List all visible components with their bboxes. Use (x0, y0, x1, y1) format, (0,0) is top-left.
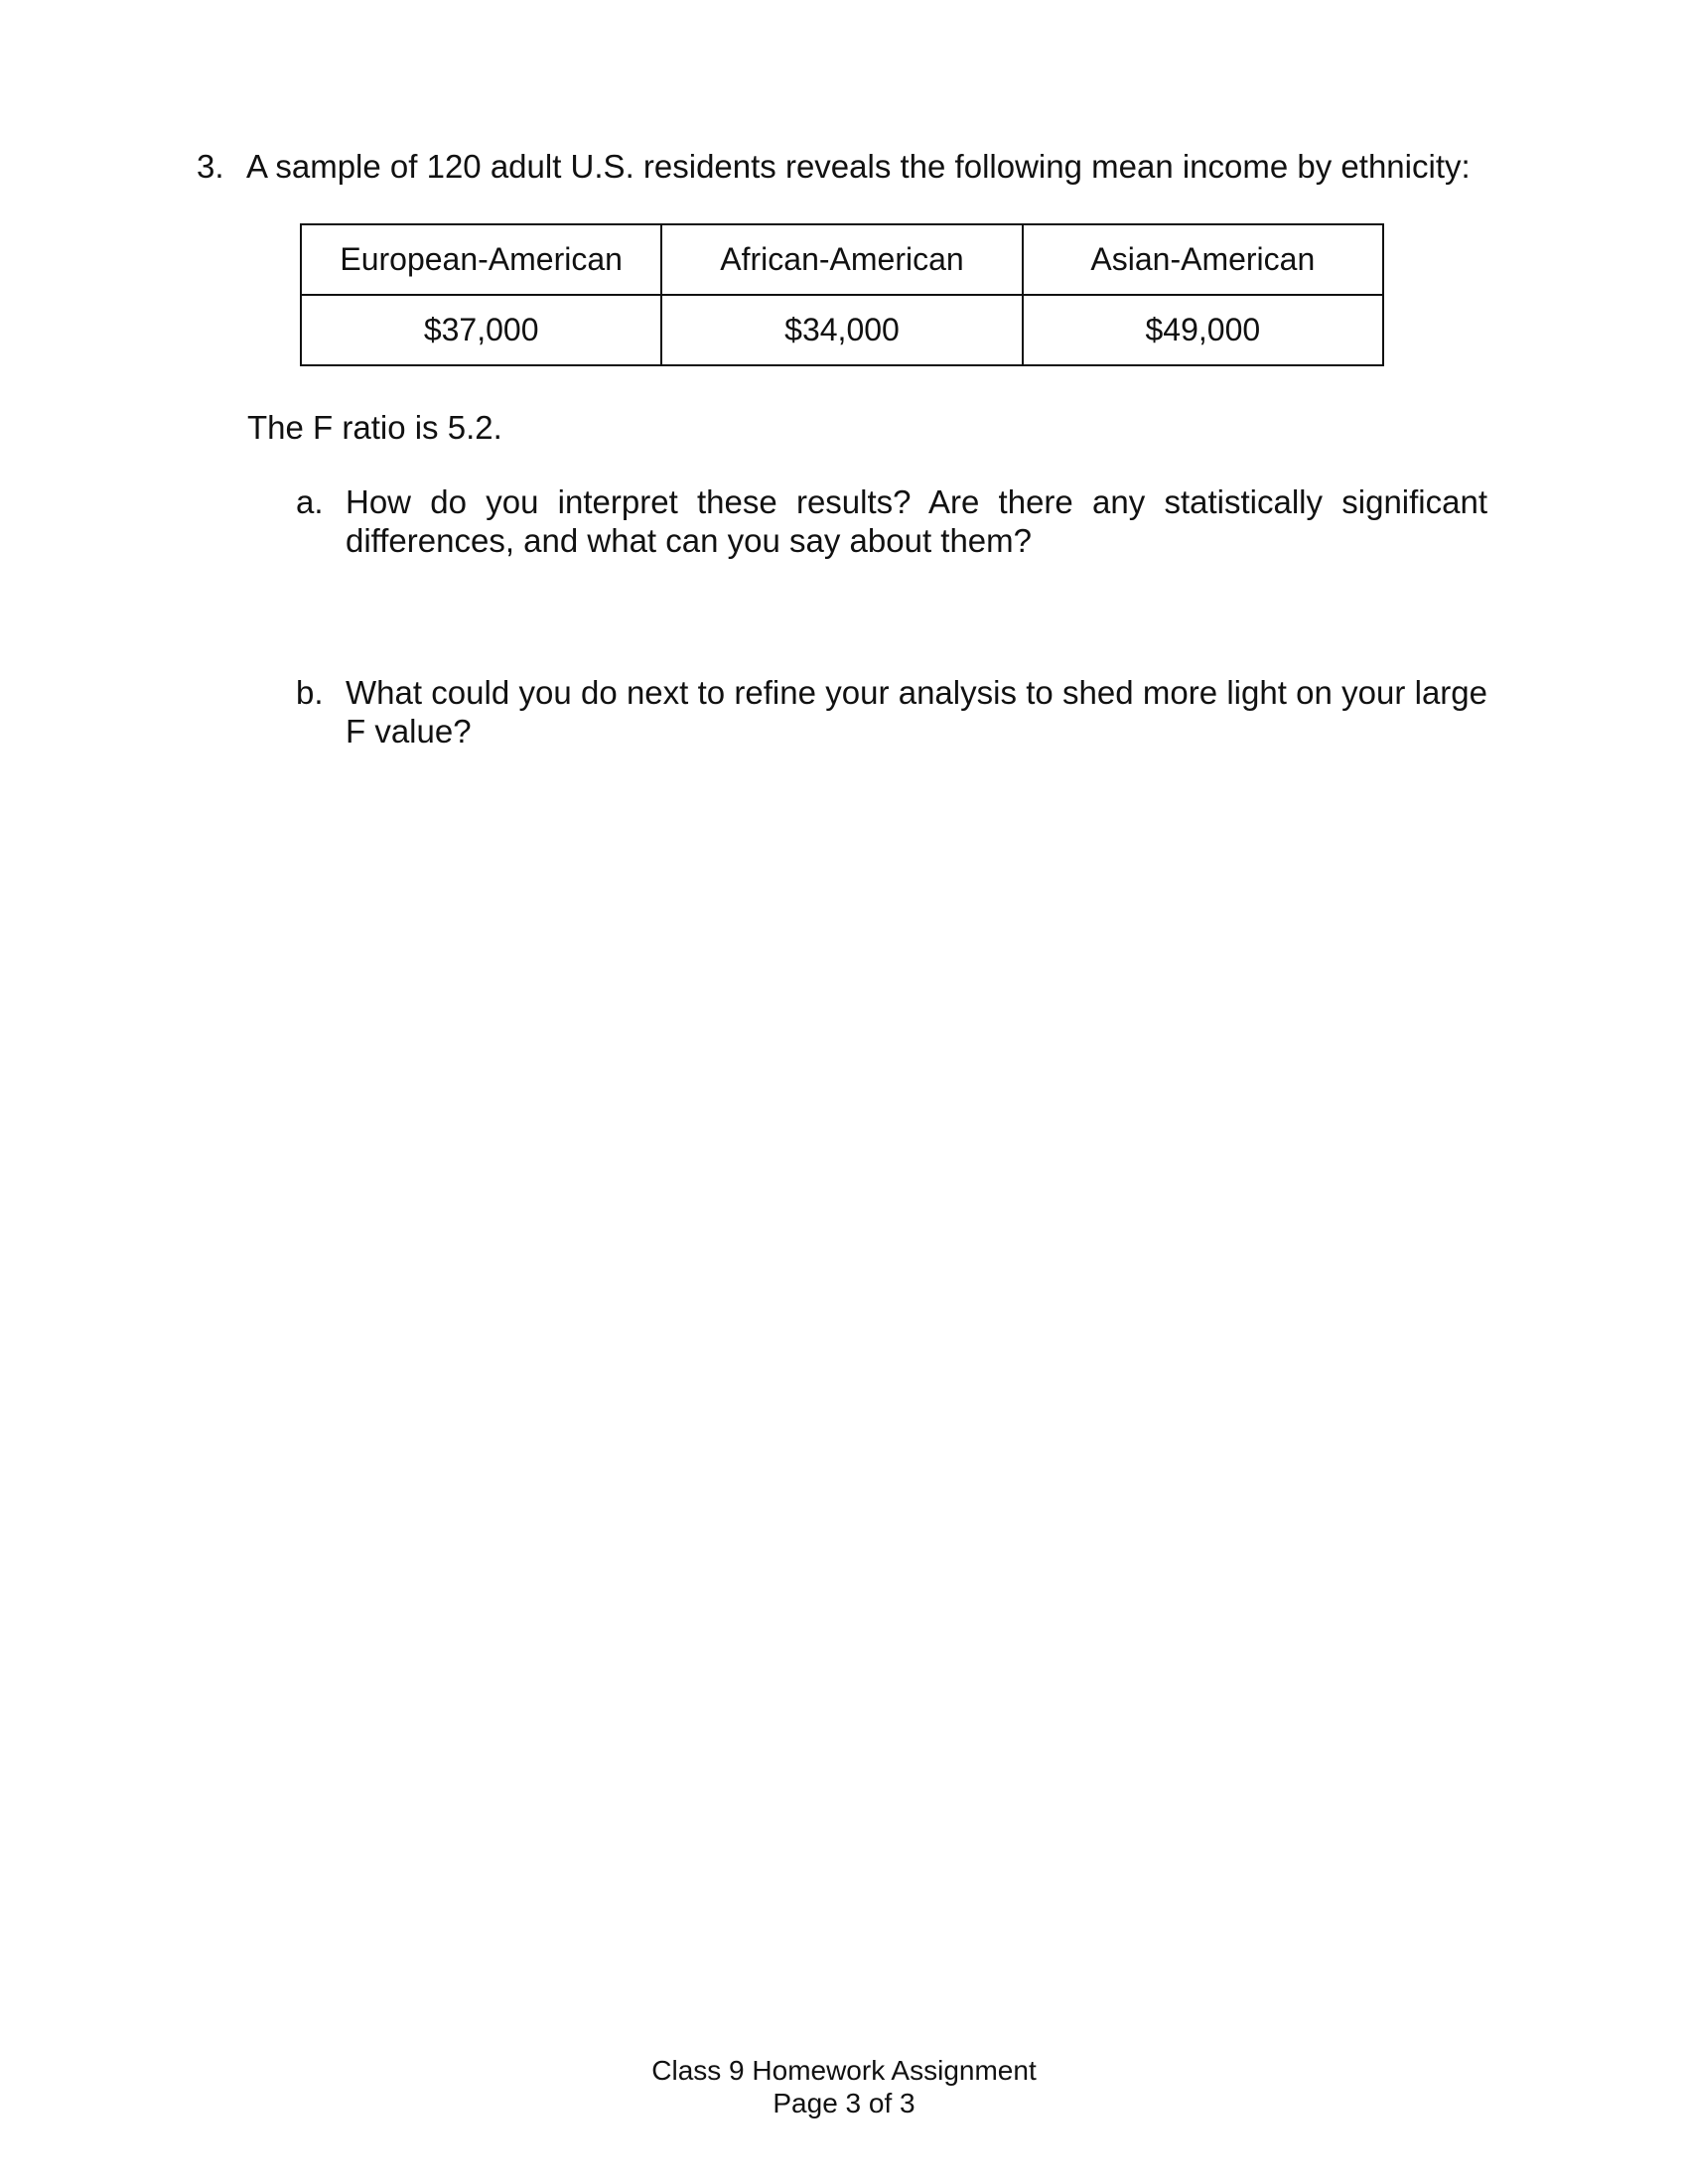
table-header-cell: Asian-American (1023, 224, 1383, 295)
income-table (300, 223, 1384, 366)
sub-question-letter: b. (296, 674, 324, 711)
sub-question-a (296, 482, 1487, 560)
table-row (301, 295, 1383, 365)
sub-question-b (296, 673, 1487, 751)
table-cell: $37,000 (301, 295, 661, 365)
page-footer (0, 2054, 1688, 2119)
question-3 (197, 145, 1487, 189)
question-number: 3. (197, 148, 224, 185)
table-header-cell: African-American (661, 224, 1022, 295)
sub-question-text: What could you do next to refine your analysis to shed more light on your large F value? (346, 674, 1487, 750)
table-header-row (301, 224, 1383, 295)
question-text: A sample of 120 adult U.S. residents reveals the following mean income by ethnicity: (246, 148, 1471, 185)
footer-title: Class 9 Homework Assignment (651, 2055, 1037, 2086)
table-cell: $49,000 (1023, 295, 1383, 365)
f-ratio-statement: The F ratio is 5.2. (247, 409, 502, 446)
sub-question-letter: a. (296, 483, 324, 520)
footer-page-number: Page 3 of 3 (773, 2088, 915, 2118)
sub-question-text: How do you interpret these results? Are there any statistically significant differences, and what can you say about them? (346, 483, 1487, 559)
table-header-cell: European-American (301, 224, 661, 295)
table-cell: $34,000 (661, 295, 1022, 365)
